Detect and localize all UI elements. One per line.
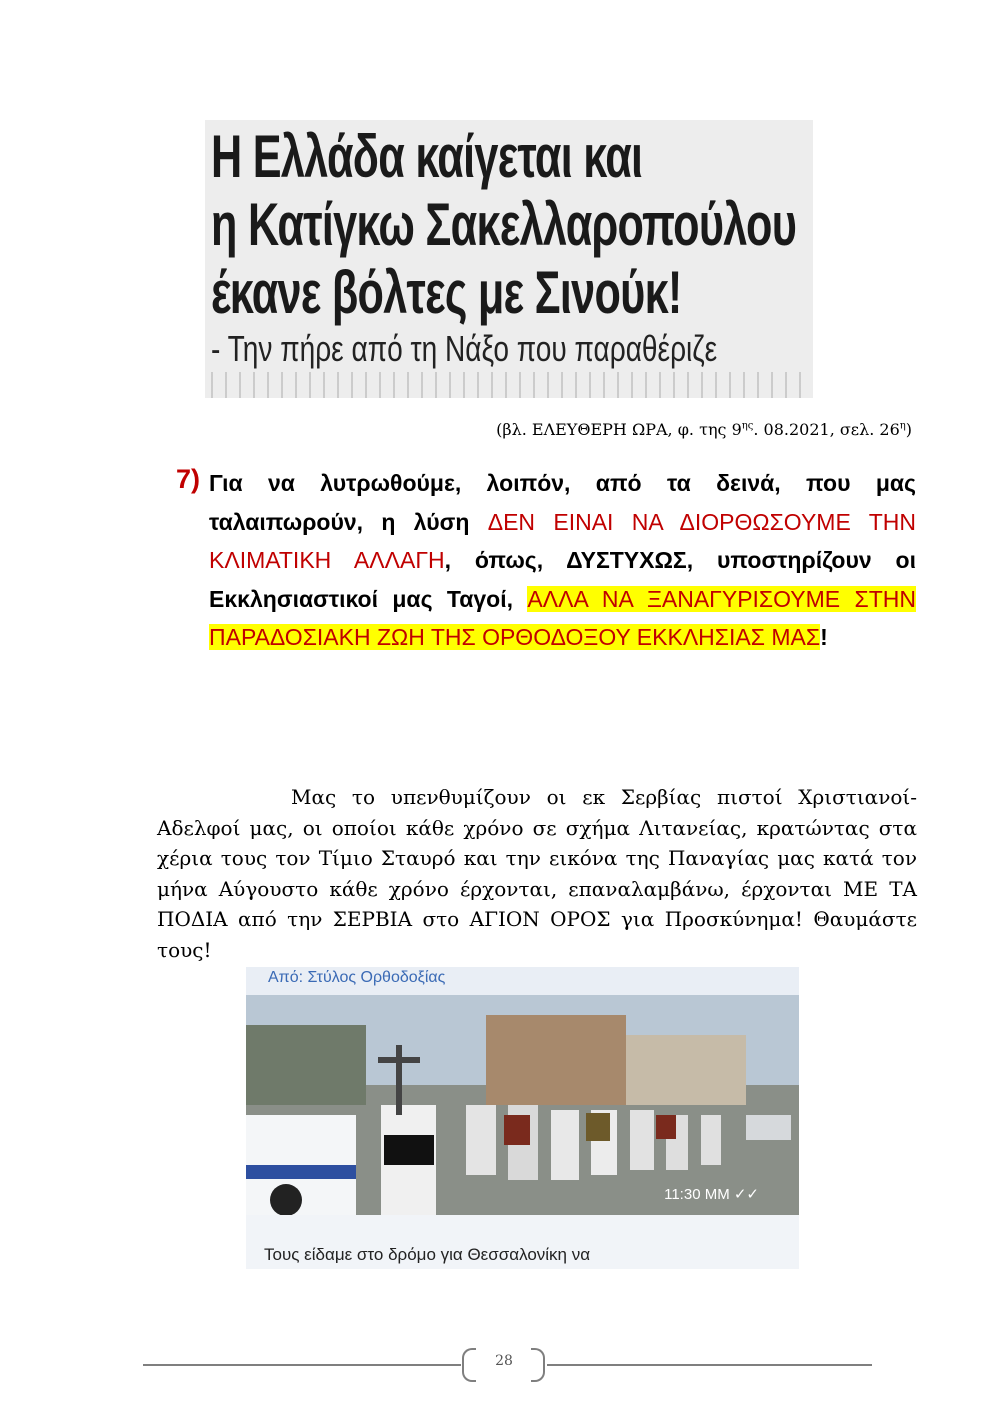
photo-footer-text: Τους είδαμε στο δρόμο για Θεσσαλονίκη να <box>264 1245 591 1264</box>
footer-bracket-right <box>531 1348 545 1382</box>
point-text: Για να λυτρωθούμε, λοιπόν, από τα δεινά, που μας ταλαιπωρούν, η λύση ΔΕΝ ΕΙΝΑΙ ΝΑ ΔΙΟΡΘΩΣΟΥΜΕ ΤΗΝ ΚΛΙΜΑΤΙΚΗ ΑΛΛΑΓΗ, όπως, ΔΥΣΤΥΧΩΣ, υποστηρίζουν οι Εκκλησιαστικοί μας Ταγοί, ΑΛΛΑ ΝΑ ΞΑΝΑΓΥΡΙΣΟΥΜΕ ΣΤΗΝ ΠΑΡΑΔΟΣΙΑΚΗ ΖΩΗ ΤΗΣ ΟΡΘΟΔΟΞΟΥ ΕΚΚΛΗΣΙΑΣ ΜΑΣ! <box>209 470 916 650</box>
point-number: 7) <box>176 464 201 494</box>
procession-photo <box>246 967 799 1269</box>
clipping-headline-line3: έκανε βόλτες με Σινούκ! <box>211 259 682 326</box>
body-paragraph: Μας το υπενθυμίζουν οι εκ Σερβίας πιστοί Χριστιανοί- Αδελφοί μας, οι οποίοι κάθε χρόνο σε σχήμα Λιτανείας, κρατώντας στα χέρια τους τον Τίμιο Σταυρό και την εικόνα της Παναγίας μας κατά τον μήνα Αύγουστο κάθε χρόνο έρχονται, επαναλαμβάνω, έρχονται ΜΕ ΤΑ ΠΟΔΙΑ από την ΣΕΡΒΙΑ στο ΑΓΙΟΝ ΟΡΟΣ για Προσκύνημα! Θαυμάστε τους! <box>157 785 917 962</box>
clipping-subheadline: - Την πήρε από τη Νάξο που παραθέριζε <box>211 328 718 369</box>
clipping-caption: (βλ. ΕΛΕΥΘΕΡΗ ΩΡΑ, φ. της $9^{\eta\varsigma}$. 08.2021, σελ. $26^\eta$) <box>496 420 912 439</box>
clipping-fine-print <box>205 372 813 398</box>
page-number: 28 <box>495 1353 513 1369</box>
footer-rule-right <box>547 1364 872 1366</box>
photo-header <box>246 967 799 995</box>
photo-header-text: Από: Στύλος Ορθοδοξίας <box>268 969 446 986</box>
message-time: 11:30 ΜΜ ✓✓ <box>664 1186 759 1203</box>
point-red-text: ΔΕΝ ΕΙΝΑΙ ΝΑ ΔΙΟΡΘΩΣΟΥΜΕ ΤΗΝ ΚΛΙΜΑΤΙΚΗ ΑΛΛΑΓΗ <box>209 508 916 573</box>
footer-rule-left <box>143 1364 461 1366</box>
photo-footer <box>246 1215 799 1269</box>
point-highlight: ΑΛΛΑ ΝΑ ΞΑΝΑΓΥΡΙΣΟΥΜΕ ΣΤΗΝ ΠΑΡΑΔΟΣΙΑΚΗ ΖΩΗ ΤΗΣ ΟΡΘΟΔΟΞΟΥ ΕΚΚΛΗΣΙΑΣ ΜΑΣ <box>209 585 916 650</box>
newspaper-clipping <box>205 120 813 398</box>
procession-scene <box>246 995 799 1215</box>
clipping-headline-line2: η Κατίγκω Σακελλαροπούλου <box>211 191 797 258</box>
clipping-headline-line1: Η Ελλάδα καίγεται και <box>211 123 643 190</box>
footer-bracket-left <box>462 1348 476 1382</box>
